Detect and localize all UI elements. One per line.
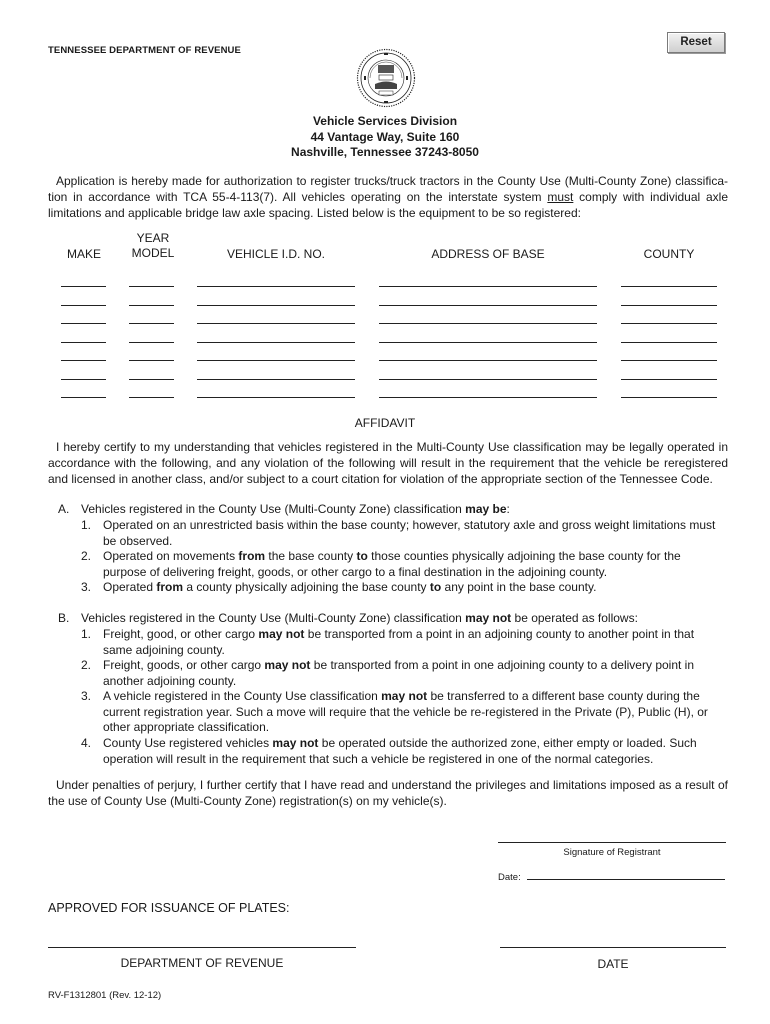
section-b-item-4-line-2: operation will result in the requirement that such a vehicle be registered in one of the normal categories. (103, 751, 654, 766)
row-5-make-field[interactable] (61, 360, 106, 361)
col-year-line-2: MODEL (131, 246, 175, 260)
approval-title: APPROVED FOR ISSUANCE OF PLATES: (48, 901, 290, 915)
section-a-item-3-to: to (429, 580, 442, 594)
row-7-vin-field[interactable] (197, 397, 355, 398)
section-b-item-1-line-2: same adjoining county. (103, 642, 225, 657)
intro-text-2: comply with individual axle limitations and applicable bridge law axle spacing. Listed below is the equipment to be so registered: (48, 190, 728, 220)
row-4-county-field[interactable] (621, 342, 717, 343)
col-year-header (126, 231, 180, 261)
section-b-item-3-text-a: A vehicle registered in the County Use classification (103, 689, 382, 703)
section-b-item-2-may-not: may not (264, 658, 311, 672)
row-2-vin-field[interactable] (197, 305, 355, 306)
row-5-address-field[interactable] (379, 360, 597, 361)
section-a-item-1-line-2: be observed. (103, 533, 173, 548)
section-b-item-2 (103, 658, 694, 689)
section-a-letter: A. (58, 502, 70, 516)
row-3-make-field[interactable] (61, 323, 106, 324)
application-intro (48, 173, 728, 221)
row-7-address-field[interactable] (379, 397, 597, 398)
section-b-item-1-text-a: Freight, good, or other cargo (103, 627, 259, 641)
row-7-year-field[interactable] (129, 397, 174, 398)
section-b-item-2-text-b: be transported from a point in one adjoining county to a delivery point in (310, 658, 695, 672)
section-a-item-1-num: 1. (81, 518, 92, 532)
row-2-address-field[interactable] (379, 305, 597, 306)
approval-date-field[interactable] (500, 947, 726, 948)
section-b-item-3-num: 3. (81, 689, 92, 703)
registrant-signature-label: Signature of Registrant (563, 847, 661, 858)
section-a-item-3-text-c: any point in the base county. (441, 580, 597, 594)
section-b-item-2-num: 2. (81, 658, 92, 672)
affidavit-title: AFFIDAVIT (354, 416, 416, 430)
row-1-address-field[interactable] (379, 286, 597, 287)
section-b-lead-end: be operated as follows: (511, 611, 638, 625)
row-3-county-field[interactable] (621, 323, 717, 324)
row-7-county-field[interactable] (621, 397, 717, 398)
row-5-county-field[interactable] (621, 360, 717, 361)
intro-must: must (547, 190, 574, 204)
perjury-text: Under penalties of perjury, I further certify that I have read and understand the privileges and limitations imposed as a result of the use of County Use (Multi-County Zone) registration(s) on my vehicle(s). (48, 778, 728, 808)
date-field[interactable] (527, 879, 725, 880)
row-2-year-field[interactable] (129, 305, 174, 306)
affidavit-body: I hereby certify to my understanding that vehicles registered in the Multi-County Use classification may be legally operated in accordance with the following, and any violation of the following will result in the requirement that the vehicle be reregistered and licensed in another class, and/or subject to a court citation for violation of the appropriate section of the Tennessee Code. (48, 440, 728, 486)
address-line-3: Nashville, Tennessee 37243-8050 (291, 145, 479, 159)
col-address-header: ADDRESS OF BASE (431, 247, 545, 261)
col-make-header: MAKE (66, 247, 101, 261)
section-b-item-4-may-not: may not (272, 736, 319, 750)
row-1-county-field[interactable] (621, 286, 717, 287)
section-a-item-3-num: 3. (81, 580, 92, 594)
department-signature-field[interactable] (48, 947, 356, 948)
section-b-item-3-may-not: may not (381, 689, 428, 703)
row-3-vin-field[interactable] (197, 323, 355, 324)
row-7-make-field[interactable] (61, 397, 106, 398)
row-6-county-field[interactable] (621, 379, 717, 380)
col-county-header: COUNTY (643, 247, 695, 261)
section-a-item-3-from: from (156, 580, 184, 594)
affidavit-text (48, 440, 728, 487)
section-b-item-2-text-a: Freight, goods, or other cargo (103, 658, 265, 672)
row-1-year-field[interactable] (129, 286, 174, 287)
section-a-item-3 (103, 580, 596, 596)
department-name: TENNESSEE DEPARTMENT OF REVENUE (48, 45, 241, 56)
section-a-item-2-to: to (356, 549, 368, 563)
address-line-1: Vehicle Services Division (312, 114, 458, 128)
row-4-year-field[interactable] (129, 342, 174, 343)
section-b-item-3-text-b: be transferred to a different base county during the (427, 689, 700, 703)
row-1-make-field[interactable] (61, 286, 106, 287)
section-b-item-4-text-b: be operated outside the authorized zone, either empty or loaded. Such (318, 736, 697, 750)
row-5-year-field[interactable] (129, 360, 174, 361)
section-a-may-be: may be (465, 502, 507, 516)
section-b-item-3-line-2: current registration year. Such a move will require that the vehicle be re-registered in the Private (P), Public (H), or (103, 704, 708, 719)
section-a-item-2-text-c: those counties physically adjoining the base county for the (367, 549, 681, 563)
row-2-county-field[interactable] (621, 305, 717, 306)
section-a-item-2 (103, 549, 681, 580)
section-b-item-4-text-a: County Use registered vehicles (103, 736, 273, 750)
section-a-item-3-text-a: Operated (103, 580, 157, 594)
section-b-item-3-line-3: other appropriate classification. (103, 720, 270, 735)
section-b-item-1 (103, 627, 694, 658)
registrant-signature-field[interactable] (498, 842, 726, 843)
section-b-item-1-may-not: may not (258, 627, 305, 641)
section-b-lead (81, 611, 638, 627)
section-a-lead-text: Vehicles registered in the County Use (Multi-County Zone) classification (81, 502, 466, 516)
row-4-vin-field[interactable] (197, 342, 355, 343)
section-a-item-2-line-2: purpose of delivering freight, goods, or other cargo to a final destination in the adjoining county. (103, 564, 608, 579)
row-3-year-field[interactable] (129, 323, 174, 324)
section-b-item-2-line-2: another adjoining county. (103, 673, 237, 688)
perjury-statement (48, 777, 728, 809)
approval-date-label: DATE (597, 957, 629, 971)
row-4-address-field[interactable] (379, 342, 597, 343)
section-b-lead-text: Vehicles registered in the County Use (Multi-County Zone) classification (81, 611, 466, 625)
section-b-item-1-num: 1. (81, 627, 92, 641)
section-b-item-4-num: 4. (81, 736, 92, 750)
row-2-make-field[interactable] (61, 305, 106, 306)
section-a-item-1-line-1: Operated on an unrestricted basis within the base county; however, statutory axle and gross weight limitations must (103, 518, 716, 532)
section-a-item-3-text-b: a county physically adjoining the base county (183, 580, 430, 594)
section-b-item-4 (103, 736, 697, 767)
section-a-item-2-text-b: the base county (265, 549, 357, 563)
section-a-item-2-num: 2. (81, 549, 92, 563)
section-b-item-1-text-b: be transported from a point in an adjoining county to another point in that (304, 627, 695, 641)
row-1-vin-field[interactable] (197, 286, 355, 287)
col-vin-header: VEHICLE I.D. NO. (226, 247, 326, 261)
address-block (0, 114, 770, 161)
row-6-year-field[interactable] (129, 379, 174, 380)
section-b-item-3 (103, 689, 708, 736)
section-a-item-2-from: from (238, 549, 266, 563)
date-label: Date: (498, 872, 521, 883)
col-year-line-1: YEAR (136, 231, 170, 245)
reset-button[interactable]: Reset (667, 32, 725, 53)
form-id: RV-F1312801 (Rev. 12-12) (48, 990, 162, 1001)
row-6-vin-field[interactable] (197, 379, 355, 380)
section-a-item-2-text-a: Operated on movements (103, 549, 239, 563)
row-6-address-field[interactable] (379, 379, 597, 380)
row-6-make-field[interactable] (61, 379, 106, 380)
section-b-letter: B. (58, 611, 70, 625)
intro-text-1: Application is hereby made for authorization to register trucks/truck tractors in the County Use (Multi-County Zone) classifica- tion in accordance with TCA 55-4-113(7). All vehicles operating on the interstate system (48, 174, 728, 204)
address-line-2: 44 Vantage Way, Suite 160 (310, 129, 460, 144)
section-a-item-1 (103, 518, 715, 549)
row-3-address-field[interactable] (379, 323, 597, 324)
section-b-may-not: may not (465, 611, 512, 625)
section-a-lead-end: : (506, 502, 510, 516)
state-seal-icon (356, 48, 416, 108)
row-4-make-field[interactable] (61, 342, 106, 343)
department-of-revenue-label: DEPARTMENT OF REVENUE (120, 956, 284, 970)
section-a-lead (81, 502, 510, 518)
row-5-vin-field[interactable] (197, 360, 355, 361)
